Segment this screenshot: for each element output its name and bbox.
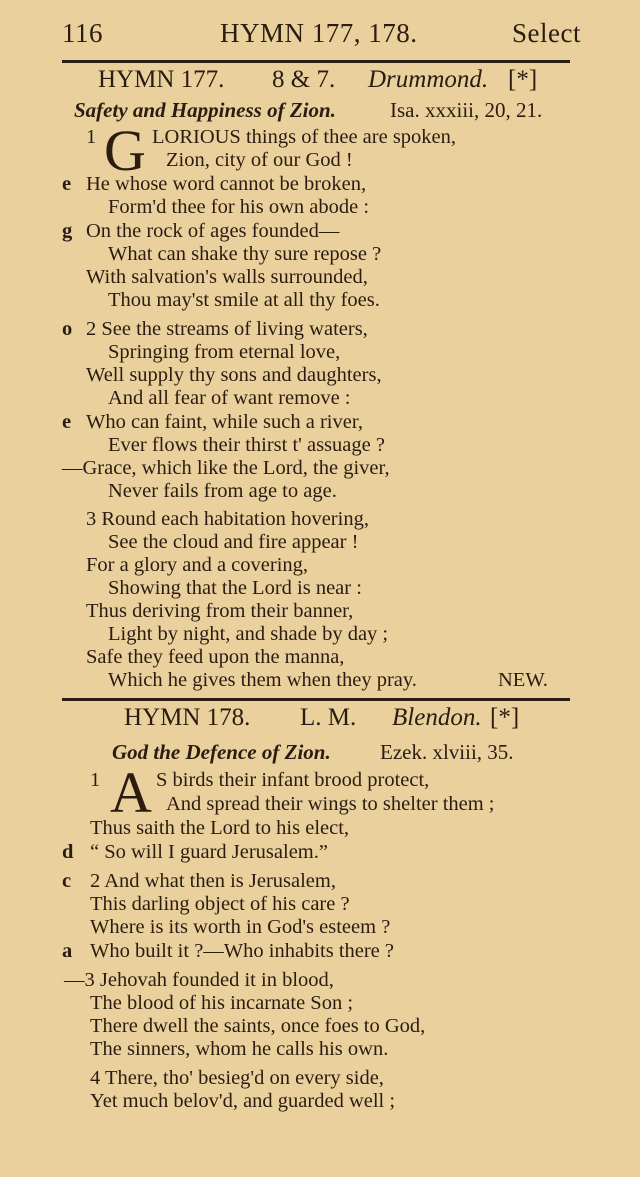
hymn-177-line: Who can faint, while such a river, <box>86 411 363 433</box>
section-title: Select <box>512 18 581 48</box>
running-title: HYMN 177, 178. <box>220 18 418 48</box>
hymn-177-line: And all fear of want remove : <box>108 387 351 409</box>
hymn-177-tune: Drummond. <box>368 66 489 93</box>
page-number: 116 <box>62 18 103 48</box>
hymn-177-line: On the rock of ages founded— <box>86 220 340 242</box>
hymn-178-reference: Ezek. xlviii, 35. <box>380 740 514 764</box>
hymn-177-line: Well supply thy sons and daughters, <box>86 364 382 386</box>
hymn-178-line: This darling object of his care ? <box>90 893 350 915</box>
hymn-178-line: Yet much belov'd, and guarded well ; <box>90 1090 396 1112</box>
hymn-178-line: —3 Jehovah founded it in blood, <box>64 969 334 991</box>
margin-mark: g <box>62 220 73 242</box>
header-rule <box>62 60 570 63</box>
margin-mark: o <box>62 318 73 340</box>
hymn-178-title: HYMN 178. <box>124 704 251 731</box>
margin-mark: c <box>62 870 72 892</box>
hymn-177-line: Showing that the Lord is near : <box>108 577 362 599</box>
margin-mark: e <box>62 411 72 433</box>
hymn-177-line: For a glory and a covering, <box>86 554 309 576</box>
hymn-178-subtitle: God the Defence of Zion. <box>112 740 331 764</box>
hymn-177-line: —Grace, which like the Lord, the giver, <box>62 457 390 479</box>
hymn-177-line: Thus deriving from their banner, <box>86 600 354 622</box>
hymn-178-line: The blood of his incarnate Son ; <box>90 992 354 1014</box>
hymn-177-meter: 8 & 7. <box>272 66 336 93</box>
hymn-178-line: And spread their wings to shelter them ; <box>166 793 495 815</box>
hymn-177-line: Zion, city of our God ! <box>166 149 353 171</box>
hymn-178-meter: L. M. <box>300 704 357 731</box>
hymn-178-line: Thus saith the Lord to his elect, <box>90 817 350 839</box>
hymn-177-line: Springing from eternal love, <box>108 341 341 363</box>
hymn-177-reference: Isa. xxxiii, 20, 21. <box>390 98 543 122</box>
hymn-178-line: “ So will I guard Jerusalem.” <box>90 841 328 863</box>
hymn-178-line: S birds their infant brood protect, <box>156 769 430 791</box>
hymn-177-line: Light by night, and shade by day ; <box>108 623 389 645</box>
hymn-177-verse-number: 1 <box>86 126 97 148</box>
hymn-177-line: 3 Round each habitation hovering, <box>86 508 369 530</box>
hymn-177-line: What can shake thy sure repose ? <box>108 243 382 265</box>
margin-mark: d <box>62 841 74 863</box>
hymn-177-line: See the cloud and fire appear ! <box>108 531 359 553</box>
hymn-177-mark: [*] <box>508 66 538 93</box>
hymn-177-line: Thou may'st smile at all thy foes. <box>108 289 380 311</box>
hymn-178-line: Who built it ?—Who inhabits there ? <box>90 940 395 962</box>
hymn-177-subtitle: Safety and Happiness of Zion. <box>74 98 336 122</box>
hymn-178-verse-number: 1 <box>90 769 101 791</box>
hymn-178-line: 2 And what then is Jerusalem, <box>90 870 336 892</box>
hymn-177-line: Which he gives them when they pray. <box>108 669 417 691</box>
hymn-178-line: There dwell the saints, once foes to God, <box>90 1015 426 1037</box>
catchword: NEW. <box>498 669 548 691</box>
margin-mark: e <box>62 173 72 195</box>
hymn-178-dropcap: A <box>110 760 152 825</box>
hymn-177-line: He whose word cannot be broken, <box>86 173 367 195</box>
hymn-177-line: With salvation's walls surrounded, <box>86 266 368 288</box>
hymn-177-line: Safe they feed upon the manna, <box>86 646 345 668</box>
margin-mark: a <box>62 940 73 962</box>
hymn-178-line: The sinners, whom he calls his own. <box>90 1038 389 1060</box>
hymn-177-line: LORIOUS things of thee are spoken, <box>152 126 457 148</box>
hymn-178-line: 4 There, tho' besieg'd on every side, <box>90 1067 384 1089</box>
hymn-178-tune: Blendon. <box>392 704 482 731</box>
hymn-177-title: HYMN 177. <box>98 66 225 93</box>
hymn-178-mark: [*] <box>490 704 520 731</box>
hymn-177-line: Never fails from age to age. <box>108 480 337 502</box>
hymn-177-line: Form'd thee for his own abode : <box>108 196 370 218</box>
section-rule <box>62 698 570 701</box>
hymn-178-line: Where is its worth in God's esteem ? <box>90 916 391 938</box>
hymn-177-dropcap: G <box>104 118 146 183</box>
hymn-177-line: 2 See the streams of living waters, <box>86 318 368 340</box>
hymn-177-line: Ever flows their thirst t' assuage ? <box>108 434 385 456</box>
